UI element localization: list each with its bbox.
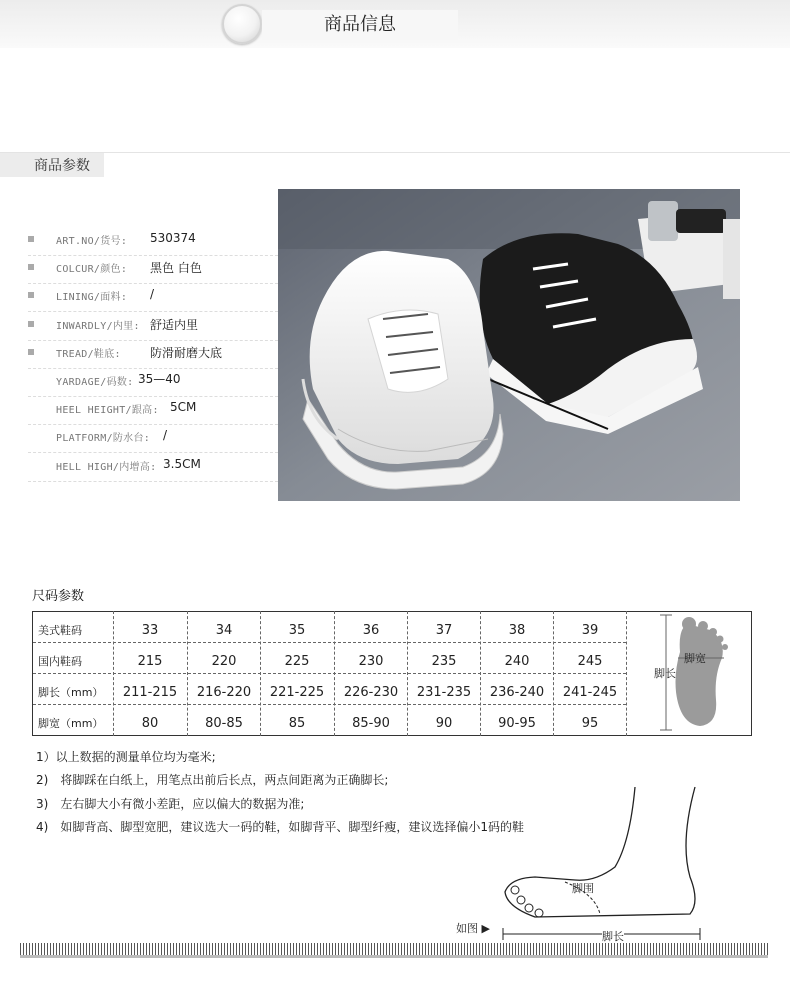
table-cell: 95	[581, 716, 599, 731]
table-row-header: 国内鞋码	[38, 655, 82, 668]
table-cell: 36	[362, 623, 380, 638]
bullet-icon	[28, 321, 34, 327]
section-divider	[0, 152, 790, 153]
table-cell: 34	[215, 623, 233, 638]
table-cell: 38	[508, 623, 526, 638]
table-cell: 90-95	[498, 716, 536, 731]
table-cell: 231-235	[416, 685, 472, 700]
table-column-divider	[626, 611, 627, 736]
param-label: PLATFORM/防水台:	[56, 433, 151, 445]
param-label: ART.NO/货号:	[56, 236, 128, 247]
table-cell: 211-215	[122, 685, 178, 700]
table-cell: 85	[288, 716, 306, 731]
table-row-header: 美式鞋码	[38, 624, 82, 637]
foot-illustration	[630, 612, 750, 734]
table-cell: 80	[141, 716, 159, 731]
table-row-divider	[33, 642, 626, 643]
note-line: 1）以上数据的测量单位均为毫米;	[36, 750, 216, 764]
table-cell: 221-225	[269, 685, 325, 700]
param-label: YARDAGE/码数:	[56, 377, 134, 388]
param-value: 3.5CM	[163, 456, 201, 471]
table-cell: 35	[288, 623, 306, 638]
table-cell: 85-90	[352, 716, 390, 731]
table-cell: 236-240	[489, 685, 545, 700]
foot-girth-label: 脚围	[572, 882, 594, 895]
param-value: 5CM	[170, 400, 197, 415]
table-cell: 215	[137, 654, 163, 669]
table-cell: 220	[211, 654, 237, 669]
size-section-title: 尺码参数	[32, 589, 85, 604]
param-label: COLCUR/颜色:	[56, 264, 128, 276]
foot-length-label: 脚长	[654, 667, 676, 680]
table-cell: 33	[141, 623, 159, 638]
table-cell: 226-230	[343, 685, 399, 700]
table-cell: 241-245	[562, 685, 618, 700]
note-line: 3) 左右脚大小有微小差距，应以偏大的数据为准;	[36, 797, 305, 811]
param-value: 530374	[150, 231, 196, 245]
param-label: INWARDLY/内里:	[56, 320, 140, 332]
param-label: HELL HIGH/内增高:	[56, 461, 157, 473]
table-row-divider	[33, 704, 626, 705]
param-value: 35—40	[138, 372, 181, 386]
table-row-header: 脚宽（mm）	[38, 717, 104, 730]
param-label: TREAD/鞋底:	[56, 348, 121, 360]
param-label: LINING/面料:	[56, 292, 128, 304]
bullet-icon	[28, 292, 34, 298]
foot-width-label: 脚宽	[684, 652, 706, 665]
table-cell: 225	[284, 654, 310, 669]
header-circle-ornament	[222, 4, 262, 44]
param-row	[28, 340, 278, 369]
note-line: 4) 如脚背高、脚型宽肥，建议选大一码的鞋，如脚背平、脚型纤瘦，建议选择偏小1码的鞋	[36, 820, 524, 834]
bullet-icon	[28, 264, 34, 270]
param-row	[28, 396, 278, 425]
note-line: 2) 将脚踩在白纸上，用笔点出前后长点，两点间距离为正确脚长;	[36, 773, 389, 787]
param-value: /	[150, 287, 155, 302]
param-row	[28, 368, 278, 397]
table-cell: 90	[435, 716, 453, 731]
param-row	[28, 424, 278, 453]
foot-length-diagram-label: 脚长	[602, 930, 624, 943]
param-row	[28, 453, 278, 482]
foot-side-diagram	[495, 782, 715, 942]
param-row	[28, 312, 278, 341]
see-figure-label: 如图 ▶	[456, 922, 490, 935]
table-cell: 245	[577, 654, 603, 669]
param-row	[28, 283, 278, 312]
product-photo	[278, 189, 740, 501]
table-cell: 37	[435, 623, 453, 638]
param-row	[28, 227, 278, 256]
table-cell: 230	[358, 654, 384, 669]
table-row-header: 脚长（mm）	[38, 686, 104, 699]
page-title: 商品信息	[324, 14, 396, 35]
table-cell: 240	[504, 654, 530, 669]
table-cell: 235	[431, 654, 457, 669]
ruler	[20, 943, 768, 955]
param-row	[28, 255, 278, 284]
bullet-icon	[28, 349, 34, 355]
param-value: 舒适内里	[150, 317, 199, 332]
table-cell: 80-85	[205, 716, 243, 731]
param-value: 黑色 白色	[150, 261, 202, 276]
table-cell: 39	[581, 623, 599, 638]
section-title: 商品参数	[34, 158, 90, 174]
param-value: /	[163, 428, 168, 443]
ruler-base	[20, 955, 768, 958]
param-value: 防滑耐磨大底	[150, 345, 223, 360]
bullet-icon	[28, 236, 34, 242]
table-row-divider	[33, 673, 626, 674]
table-cell: 216-220	[196, 685, 252, 700]
param-label: HEEL HEIGHT/跟高:	[56, 405, 159, 417]
